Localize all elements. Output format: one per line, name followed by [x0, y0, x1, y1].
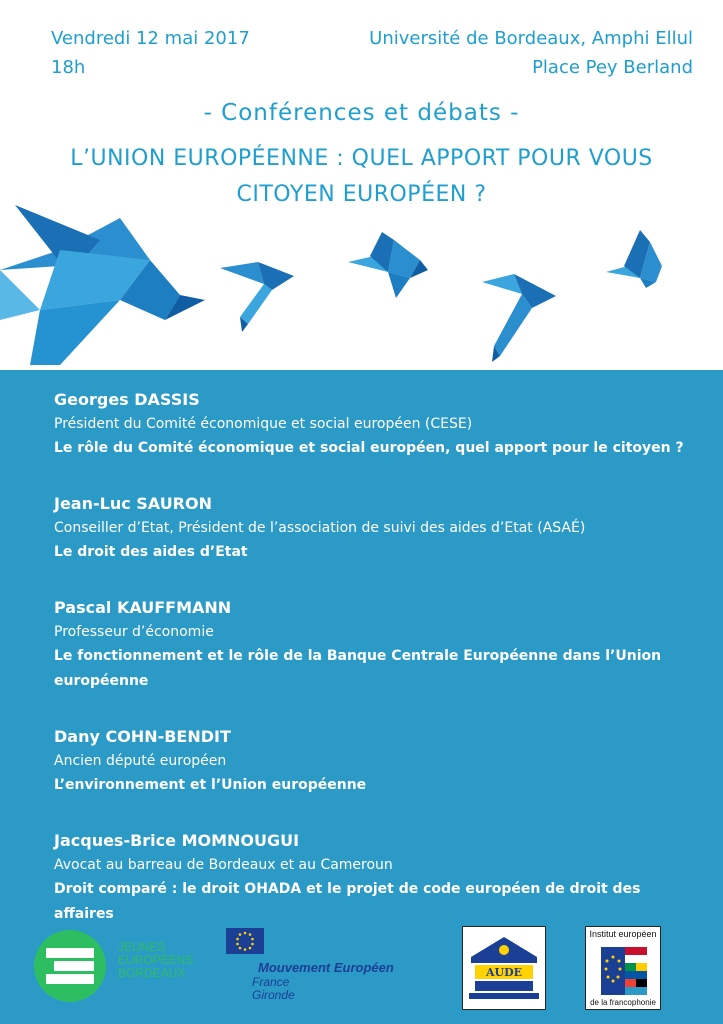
speaker-role: Professeur d’économie — [54, 624, 214, 640]
speaker-role: Président du Comité économique et social européen (CESE) — [54, 416, 473, 432]
event-title-line2: CITOYEN EUROPÉEN ? — [236, 182, 487, 207]
bird-small-icon — [220, 262, 294, 332]
speaker-name: Dany COHN-BENDIT — [54, 727, 231, 746]
speaker-topic: L’environnement et l’Union européenne — [54, 777, 367, 793]
ief-title: Institut européen — [589, 929, 657, 939]
flag-collage-icon — [601, 947, 647, 995]
speaker-name: Georges DASSIS — [54, 390, 200, 409]
speaker-name: Pascal KAUFFMANN — [54, 598, 232, 617]
speaker-topic: Droit comparé : le droit OHADA et le projet de code européen de droit des affaires — [54, 881, 641, 922]
jeunes-europeens-wordmark: JEUNES EUROPÉENS BORDEAUX — [118, 940, 194, 980]
speaker-role: Conseiller d’Etat, Président de l’association de suivi des aides d’Etat (ASAÉ) — [54, 520, 586, 536]
venue-name: Université de Bordeaux, Amphi Ellul — [369, 28, 693, 49]
speaker-role: Ancien député européen — [54, 753, 227, 769]
speaker-block — [54, 598, 704, 694]
speaker-name: Jacques-Brice MOMNOUGUI — [54, 831, 300, 850]
event-date: Vendredi 12 mai 2017 — [51, 28, 250, 49]
speaker-block — [54, 831, 704, 927]
bird-large-icon — [0, 205, 205, 365]
mouvement-europeen-name: Mouvement Européen — [258, 960, 394, 975]
speaker-topic: Le droit des aides d’Etat — [54, 544, 248, 560]
aude-logo — [462, 926, 546, 1010]
speaker-role: Avocat au barreau de Bordeaux et au Cameroun — [54, 857, 393, 873]
header-area — [0, 0, 723, 370]
event-title-line1: L’UNION EUROPÉENNE : QUEL APPORT POUR VOUS — [70, 146, 653, 171]
speaker-block — [54, 494, 704, 565]
speaker-block — [54, 390, 704, 461]
speaker-topic: Le rôle du Comité économique et social européen, quel apport pour le citoyen ? — [54, 440, 684, 456]
temple-icon — [463, 927, 545, 1009]
eu-flag-icon — [226, 928, 264, 954]
speaker-block — [54, 727, 704, 798]
birds-illustration — [0, 200, 723, 370]
speaker-name: Jean-Luc SAURON — [54, 494, 212, 513]
event-time: 18h — [51, 57, 86, 78]
institut-francophonie-logo — [585, 926, 661, 1010]
ief-subtitle: de la francophonie — [590, 998, 656, 1007]
mouvement-europeen-section: France Gironde — [252, 975, 295, 1002]
bird-small-icon — [348, 232, 428, 298]
svg-text:AUDE: AUDE — [485, 966, 523, 979]
speaker-topic: Le fonctionnement et le rôle de la Banque Centrale Européenne dans l’Union européenne — [54, 648, 662, 689]
bird-small-icon — [482, 274, 556, 362]
event-subtitle: - Conférences et débats - — [203, 100, 520, 126]
jeunes-europeens-logo-icon — [34, 930, 106, 1002]
bird-small-icon — [606, 230, 662, 288]
venue-address: Place Pey Berland — [532, 57, 693, 78]
partner-logos — [0, 920, 723, 1024]
